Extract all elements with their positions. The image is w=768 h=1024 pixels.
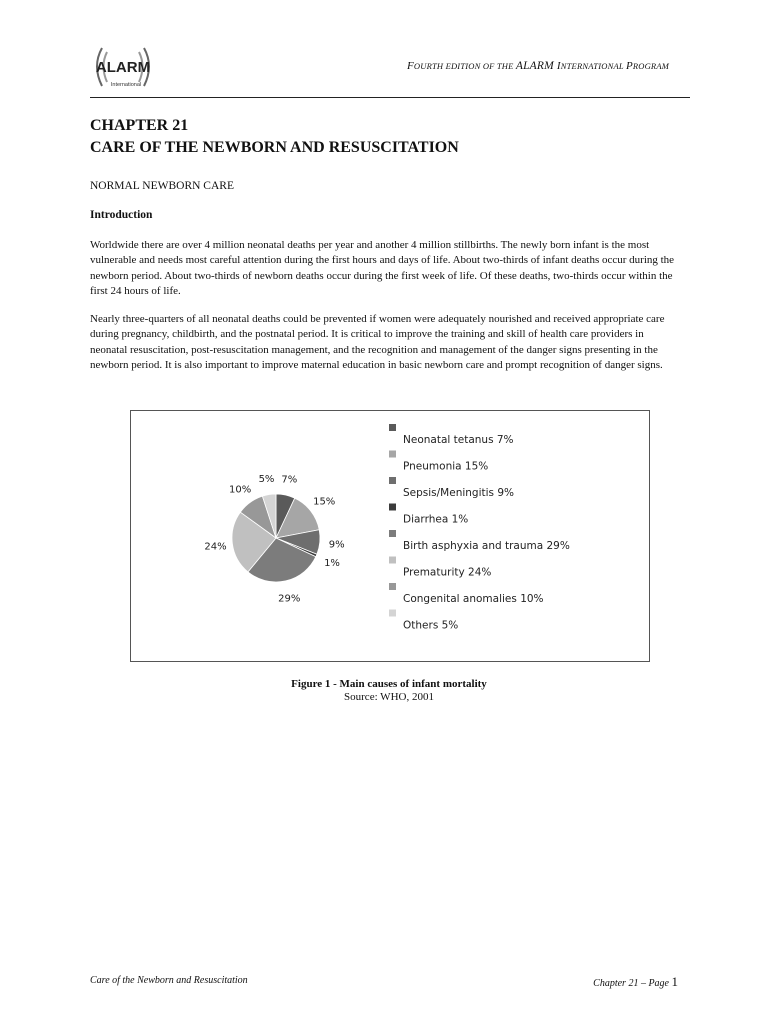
paragraph: Nearly three-quarters of all neonatal deaths could be prevented if women were adequately nourished and received appropriate care during pregnancy, childbirth, and the postnatal period. It is critical to improve the training and skill of health care providers in neonatal resuscitation, post-resuscitation management, and the recognition and management of the danger signs presenting in the newborn period. It is also important to improve maternal education in basic newborn care and prompt recognition of danger signs. <box>90 313 665 371</box>
legend-swatch <box>389 451 396 458</box>
header-rule <box>90 97 690 98</box>
program-text: ROGRAM <box>632 61 669 71</box>
legend-label: Prematurity 24% <box>403 566 492 579</box>
pie-data-label: 9% <box>328 539 345 551</box>
program-letter: I <box>553 60 561 72</box>
legend-label: Sepsis/Meningitis 9% <box>403 487 515 499</box>
program-letter: P <box>625 60 633 72</box>
legend-label: Congenital anomalies 10% <box>403 593 544 605</box>
chapter-number: CHAPTER 21 <box>90 117 189 134</box>
legend-label: Others 5% <box>403 619 459 632</box>
subsection-heading: Introduction <box>90 209 153 221</box>
pie-data-label: 15% <box>313 496 336 508</box>
chapter-title: CARE OF THE NEWBORN AND RESUSCITATION <box>90 139 459 156</box>
legend-label: Pneumonia 15% <box>403 460 489 473</box>
pie-chart <box>131 411 651 663</box>
section-heading: NORMAL NEWBORN CARE <box>90 180 234 192</box>
pie-data-label: 29% <box>278 593 301 605</box>
logo-subtext: International <box>110 82 142 88</box>
logo-text: ALARM <box>95 59 151 76</box>
legend-swatch <box>389 557 396 564</box>
legend-swatch <box>389 610 396 617</box>
pie-data-label: 7% <box>281 474 298 486</box>
legend-swatch <box>389 530 396 537</box>
paragraph: Worldwide there are over 4 million neonatal deaths per year and another 4 million stillbirths. The newly born infant is the most vulnerable and needs most careful attention during the first hours and days of life. About two-thirds of infant deaths occur during the newborn period. About two-thirds of newborn deaths occur during the first week of life. Of these deaths, two-thirds occur within the first 24 hours of life. <box>90 239 675 297</box>
footer-chapter: Chapter 21 – Page <box>593 978 672 989</box>
legend-swatch <box>389 583 396 590</box>
alarm-logo <box>90 42 156 92</box>
pie-data-label: 24% <box>204 541 227 553</box>
program-text: NTERNATIONAL <box>560 61 626 71</box>
program-letter: F <box>406 60 414 72</box>
program-brand: ALARM <box>515 60 554 72</box>
footer-page <box>593 974 678 990</box>
pie-data-label: 5% <box>258 473 275 485</box>
footer-title: Care of the Newborn and Resuscitation <box>90 975 248 986</box>
alarm-logo-icon <box>90 42 156 92</box>
program-text: OURTH EDITION OF THE <box>413 61 516 71</box>
legend-label: Diarrhea 1% <box>403 513 469 526</box>
figure-source: Source: WHO, 2001 <box>344 691 434 703</box>
program-header <box>407 60 669 72</box>
legend-swatch <box>389 424 396 431</box>
pie-data-label: 10% <box>228 484 252 496</box>
figure-caption: Figure 1 - Main causes of infant mortality <box>291 678 487 690</box>
legend-label: Birth asphyxia and trauma 29% <box>403 540 570 552</box>
page-number: 1 <box>671 974 678 989</box>
legend-swatch <box>389 504 396 511</box>
legend-swatch <box>389 477 396 484</box>
pie-data-label: 1% <box>324 558 340 570</box>
pie-chart-frame <box>130 410 650 662</box>
legend-label: Neonatal tetanus 7% <box>403 434 514 446</box>
